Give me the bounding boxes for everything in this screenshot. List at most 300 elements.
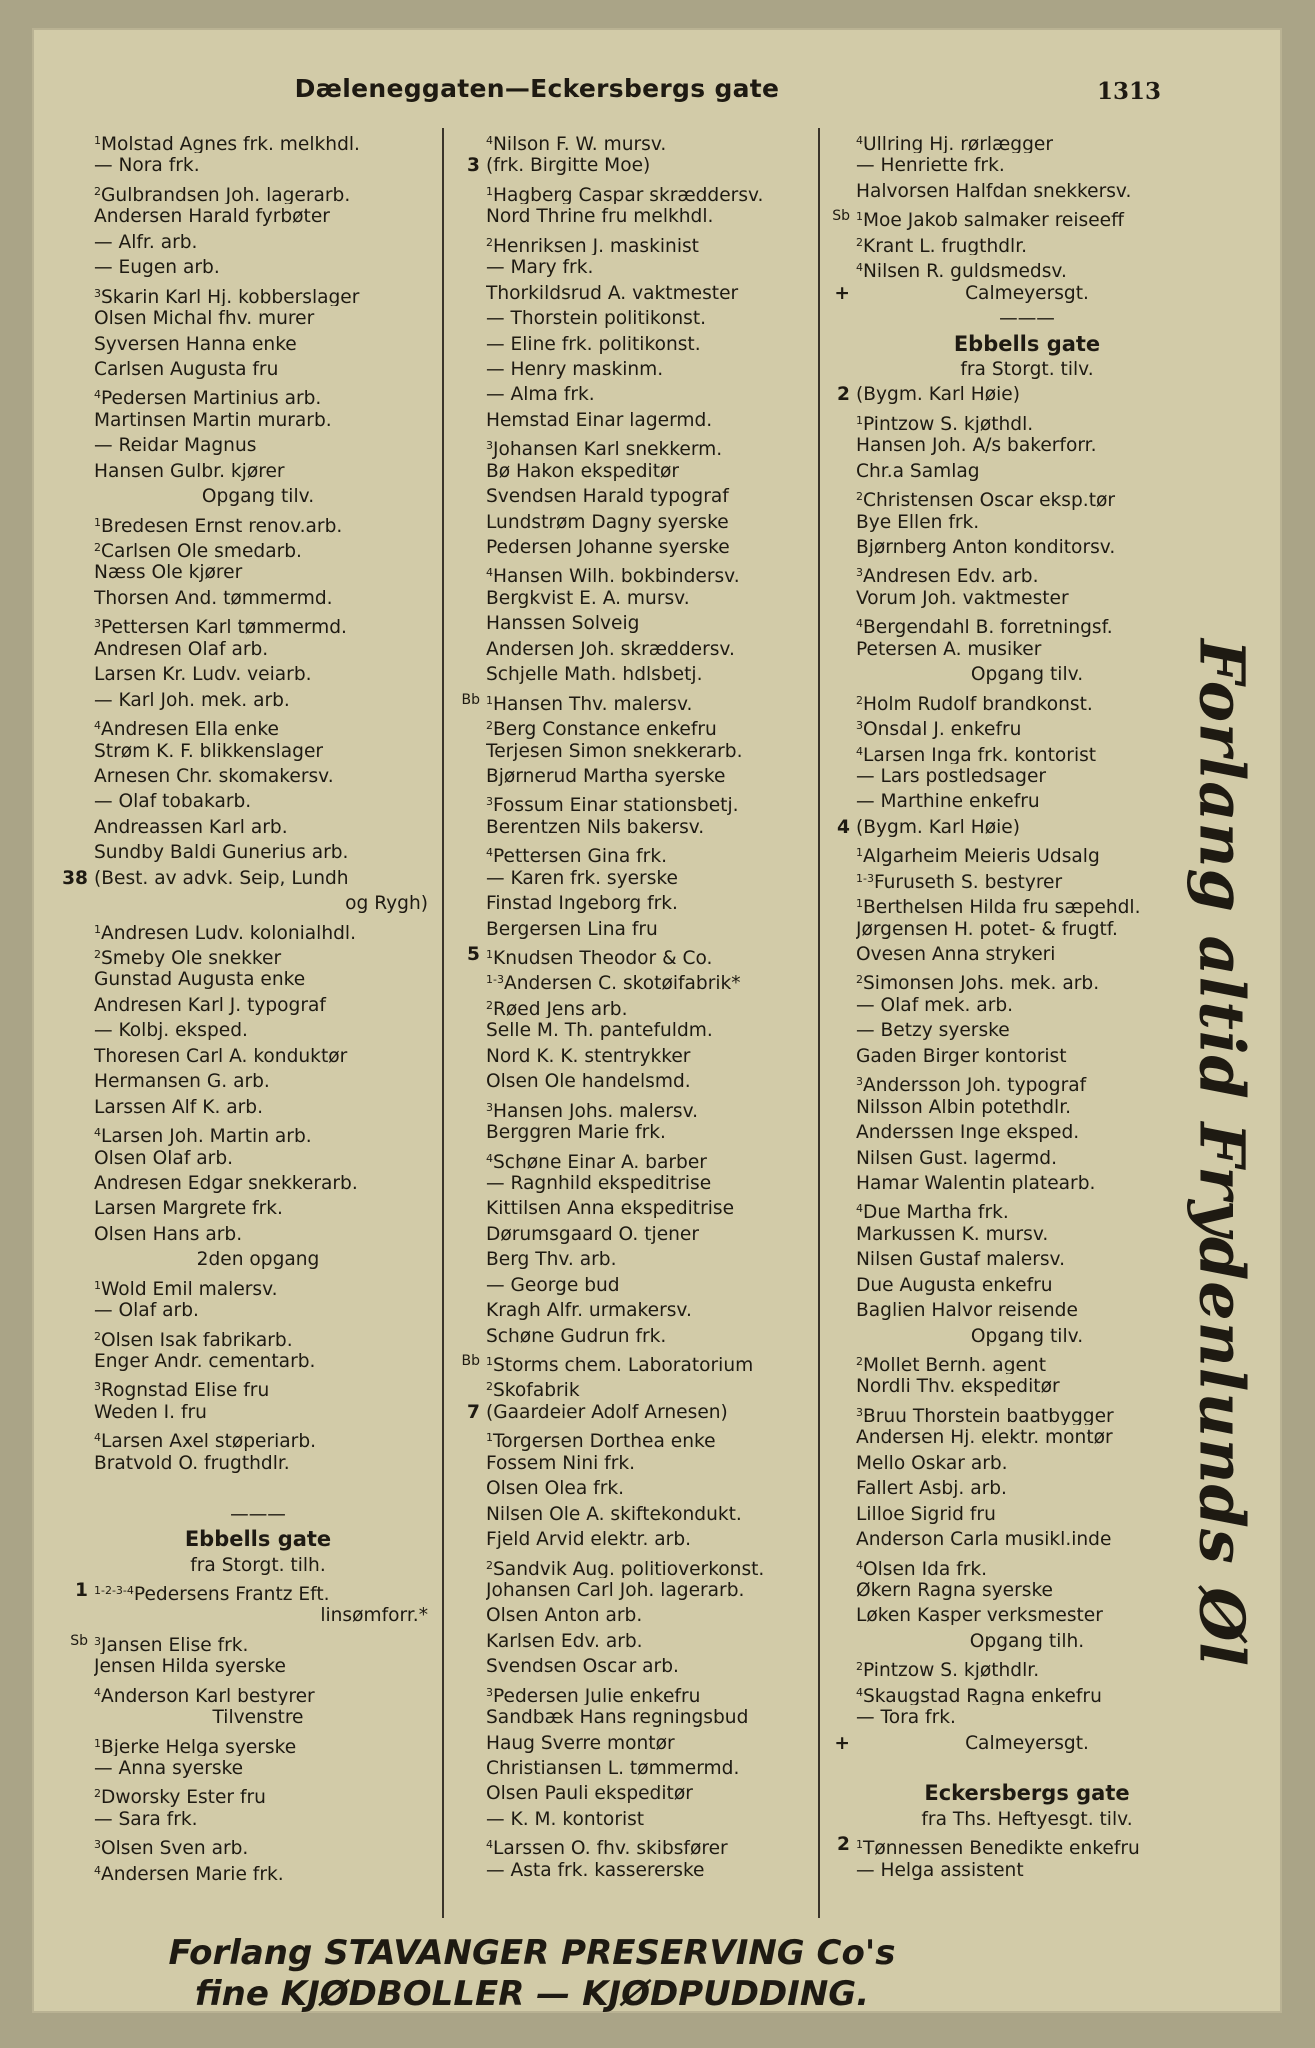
floor-number: 4: [856, 617, 863, 631]
house-number: [808, 688, 856, 713]
directory-entry: [432, 764, 830, 789]
floor-number: 3: [856, 719, 863, 733]
entry-text: fra Ths. Heftyesgt. tilv.: [921, 1808, 1133, 1830]
directory-entry: [432, 688, 830, 713]
house-number: [808, 128, 856, 153]
entry-text: Olsen Michal fhv. murer: [94, 308, 315, 330]
house-number: [432, 357, 486, 382]
directory-entry: [432, 1298, 830, 1323]
directory-entry: [432, 1451, 830, 1476]
house-number: [808, 1553, 856, 1578]
entry-text: $^2$Skofabrik: [486, 1380, 580, 1400]
house-number: [808, 1069, 856, 1094]
directory-entry: [808, 1324, 1218, 1349]
house-number: [32, 1222, 94, 1247]
floor-number: 3: [856, 1075, 863, 1089]
entry-text: — George bud: [486, 1274, 620, 1296]
floor-number: 4: [856, 261, 863, 275]
directory-entry: [432, 1222, 830, 1247]
house-number: [32, 891, 94, 916]
house-number: +: [834, 1732, 850, 1754]
entry-text: Bergkvist E. A. mursv.: [486, 587, 690, 609]
street-heading: [808, 332, 1218, 357]
entry-text: $^4$Due Martha frk.: [856, 1202, 1009, 1222]
floor-number: 2: [856, 973, 863, 987]
entry-text: Baglien Halvor reisende: [856, 1300, 1078, 1322]
entry-text: — K. M. kontorist: [486, 1808, 645, 1830]
house-number: [32, 917, 94, 942]
house-number: [432, 1196, 486, 1221]
house-number: [32, 1451, 94, 1476]
entry-text: $^4$Pedersen Martinius arb.: [94, 388, 322, 408]
entry-text: $^2$Gulbrandsen Joh. lagerarb.: [94, 184, 351, 205]
directory-entry: [432, 560, 830, 585]
entry-text: Olsen Anton arb.: [486, 1605, 643, 1627]
house-number: 4: [837, 816, 850, 838]
floor-number: 1: [486, 693, 493, 707]
directory-entry: [32, 789, 442, 814]
entry-text: Opgang tilv.: [970, 1325, 1084, 1347]
entry-text: Nilsen Gust. lagermd.: [856, 1147, 1057, 1169]
directory-entry: [32, 1654, 442, 1679]
directory-entry: [432, 357, 830, 382]
house-number: [32, 993, 94, 1018]
floor-number: 2: [94, 541, 101, 554]
entry-text: $^3$Andresen Edv. arb.: [856, 566, 1039, 586]
house-number: [808, 560, 856, 585]
directory-entry: [808, 230, 1218, 255]
directory-entry: [808, 1680, 1218, 1705]
floor-number: 1: [94, 1736, 101, 1750]
entry-text: Strøm K. F. blikkenslager: [94, 740, 324, 762]
directory-entry: [808, 535, 1218, 560]
directory-entry: [432, 739, 830, 764]
directory-entry: [432, 1629, 830, 1654]
directory-entry: [32, 1578, 442, 1603]
entry-text: $^4$Anderson Karl bestyrer: [94, 1685, 315, 1706]
entry-text: — Eline frk. politikonst.: [486, 333, 701, 355]
directory-entry: [32, 688, 442, 713]
directory-entry: [32, 1273, 442, 1298]
directory-entry: [808, 357, 1218, 382]
house-number: [32, 204, 94, 229]
floor-number: 1: [486, 1431, 493, 1445]
entry-text: — Sara frk.: [94, 1808, 198, 1830]
floor-number: 3: [486, 1100, 493, 1114]
directory-entry: [432, 1146, 830, 1171]
entry-text: Økern Ragna syerske: [856, 1579, 1053, 1601]
house-number: [432, 382, 486, 407]
house-number: Bb: [461, 1353, 480, 1369]
house-number: [32, 459, 94, 484]
entry-text: $^2$Berg Constance enkefru: [486, 719, 717, 739]
directory-entry: [432, 1374, 830, 1399]
directory-entry: [432, 255, 830, 280]
directory-entry: [432, 510, 830, 535]
house-number: [32, 1731, 94, 1756]
house-number: 5: [467, 944, 480, 965]
entry-text: Berg Thv. arb.: [486, 1249, 617, 1271]
entry-text: [94, 1476, 442, 1501]
floor-number: 4: [94, 1126, 101, 1140]
entry-text: $^1$Bredesen Ernst renov.arb.: [94, 515, 343, 535]
house-number: [808, 917, 856, 942]
house-number: [432, 1553, 486, 1578]
entry-text: Finstad Ingeborg frk.: [486, 893, 678, 915]
directory-entry: [32, 204, 442, 229]
directory-entry: [432, 586, 830, 611]
directory-entry: [808, 179, 1218, 204]
house-number: [32, 1425, 94, 1450]
directory-entry: [808, 942, 1218, 967]
house-number: [32, 1095, 94, 1120]
directory-entry: [432, 153, 830, 178]
entry-text: — Olaf arb.: [94, 1300, 199, 1322]
house-number: [32, 1273, 94, 1298]
entry-text: $^2$Pintzow S. kjøthdlr.: [856, 1660, 1040, 1680]
directory-entry: [432, 713, 830, 738]
directory-entry: [432, 1807, 830, 1832]
entry-text: Halvorsen Halfdan snekkersv.: [856, 180, 1132, 202]
directory-entry: [808, 891, 1218, 916]
entry-text: Svendsen Oscar arb.: [486, 1656, 679, 1678]
entry-text: [856, 1756, 1218, 1781]
entry-text: $^4$Andersen Marie frk.: [94, 1863, 284, 1884]
directory-entry: [32, 942, 442, 967]
directory-entry: [808, 1044, 1218, 1069]
house-number: [808, 637, 856, 662]
directory-entry: [32, 1349, 442, 1374]
floor-number: 2: [486, 719, 493, 733]
entry-text: $^2$Carlsen Ole smedarb.: [94, 541, 302, 561]
entry-text: Hansen Gulbr. kjører: [94, 460, 285, 482]
house-number: [808, 866, 856, 891]
entry-text: (frk. Birgitte Moe): [486, 155, 651, 177]
house-number: [432, 459, 486, 484]
house-number: [808, 611, 856, 636]
directory-entry: [32, 586, 442, 611]
entry-text: Fjeld Arvid elektr. arb.: [486, 1529, 692, 1551]
directory-entry: [432, 1196, 830, 1221]
directory-entry: [32, 662, 442, 687]
floor-number: 1-3: [486, 973, 504, 987]
house-number: [432, 1324, 486, 1349]
house-number: [32, 1858, 94, 1883]
house-number: [432, 637, 486, 662]
entry-text: Bjørnerud Martha syerske: [486, 765, 726, 787]
entry-text: $^4$Bergendahl B. forretningsf.: [856, 617, 1113, 637]
directory-entry: [32, 1400, 442, 1425]
directory-entry: [432, 306, 830, 331]
entry-text: — Kolbj. eksped.: [94, 1020, 248, 1042]
directory-entry: [808, 255, 1218, 280]
floor-number: 4: [486, 1151, 493, 1165]
house-number: [32, 1502, 94, 1527]
entry-text: $^3$Fossum Einar stationsbetj.: [486, 795, 739, 815]
directory-entry: [432, 1680, 830, 1705]
directory-entry: [32, 1731, 442, 1756]
entry-text: Thoresen Carl A. konduktør: [94, 1045, 348, 1067]
entry-text: $^2$Holm Rudolf brandkonst.: [856, 693, 1093, 714]
entry-text: (Gaardeier Adolf Arnesen): [486, 1401, 728, 1423]
house-number: [432, 128, 486, 153]
directory-entry: [32, 866, 442, 891]
entry-text: — Helga assistent: [856, 1859, 1024, 1881]
house-number: [32, 382, 94, 407]
entry-text: Nilsson Albin potethdlr.: [856, 1096, 1072, 1118]
entry-text: $^4$Andresen Ella enke: [94, 719, 279, 739]
entry-text: $^1$Wold Emil malersv.: [94, 1278, 278, 1299]
house-number: [32, 1324, 94, 1349]
floor-number: 3: [94, 617, 101, 631]
house-number: [432, 1756, 486, 1781]
house-number: [432, 560, 486, 585]
house-number: [432, 1069, 486, 1094]
directory-entry: [432, 1069, 830, 1094]
house-number: [432, 866, 486, 891]
house-number: Bb: [461, 691, 480, 708]
house-number: [432, 281, 486, 306]
entry-text: $^3$Pedersen Julie enkefru: [486, 1685, 701, 1706]
directory-entry: [432, 866, 830, 891]
house-number: [432, 1120, 486, 1145]
house-number: [808, 1171, 856, 1196]
entry-text: ———: [230, 1503, 286, 1525]
directory-entry: [432, 1324, 830, 1349]
directory-entry: [808, 281, 1218, 306]
house-number: [432, 1476, 486, 1501]
entry-text: $^3$Hansen Johs. malersv.: [486, 1100, 699, 1121]
entry-text: Sandbæk Hans regningsbud: [486, 1707, 749, 1729]
directory-entry: [808, 1832, 1218, 1857]
directory-entry: [32, 408, 442, 433]
directory-entry: [432, 204, 830, 229]
directory-entry: [808, 560, 1218, 585]
directory-entry: [808, 637, 1218, 662]
entry-text: — Alma frk.: [486, 384, 595, 406]
entry-text: $^1$Pintzow S. kjøthdl.: [856, 413, 1034, 434]
house-number: [808, 459, 856, 484]
directory-entry: [32, 560, 442, 585]
entry-text: $^2$Henriksen J. maskinist: [486, 235, 699, 256]
entry-text: Larssen Alf K. arb.: [94, 1096, 264, 1118]
directory-entry: [808, 1018, 1218, 1043]
page-header-title: Dæleneggaten—Eckersbergs gate: [294, 74, 780, 103]
entry-text: Thorkildsrud A. vaktmester: [486, 282, 739, 304]
floor-number: 2: [486, 1380, 493, 1394]
directory-entry: [808, 586, 1218, 611]
entry-text: Hanssen Solveig: [486, 613, 640, 635]
directory-entry: [808, 1222, 1218, 1247]
entry-text: $^2$Krant L. frugthdlr.: [856, 235, 1028, 256]
entry-text: Opgang tilv.: [201, 486, 315, 508]
floor-number: 2: [486, 1558, 493, 1572]
directory-entry: [32, 815, 442, 840]
directory-entry: [432, 1603, 830, 1628]
floor-number: 3: [486, 439, 493, 453]
floor-number: 3: [94, 1634, 101, 1648]
entry-text: $^3$Onsdal J. enkefru: [856, 719, 1022, 739]
entry-text: $^4$Skaugstad Ragna enkefru: [856, 1685, 1102, 1706]
directory-entry: [32, 1680, 442, 1705]
entry-text: Andresen Edgar snekkerarb.: [94, 1172, 358, 1194]
directory-entry: [32, 611, 442, 636]
directory-entry: [432, 459, 830, 484]
directory-entry: [808, 967, 1218, 992]
entry-text: $^2$Røed Jens arb.: [486, 998, 628, 1019]
directory-entry: [432, 967, 830, 992]
directory-entry: [32, 1374, 442, 1399]
directory-entry: [808, 1553, 1218, 1578]
entry-text: — Thorstein politikonst.: [486, 308, 707, 330]
floor-number: 1: [856, 1838, 863, 1852]
floor-number: 1: [856, 897, 863, 911]
house-number: [432, 1222, 486, 1247]
house-number: 38: [62, 867, 88, 889]
entry-text: $^4$Olsen Ida frk.: [856, 1558, 988, 1578]
house-number: [432, 1858, 486, 1883]
directory-entry: [32, 1476, 442, 1501]
house-number: [32, 764, 94, 789]
floor-number: 1: [486, 1355, 493, 1368]
house-number: [432, 535, 486, 560]
entry-text: Ebbells gate: [953, 331, 1101, 356]
entry-text: Bratvold O. frugthdlr.: [94, 1452, 290, 1474]
directory-entry: [32, 967, 442, 992]
entry-text: Svendsen Harald typograf: [486, 486, 729, 508]
floor-number: 4: [486, 134, 493, 147]
directory-entry: [808, 815, 1218, 840]
floor-number: 2: [856, 490, 863, 504]
house-number: [808, 764, 856, 789]
directory-entry: [32, 459, 442, 484]
house-number: [808, 662, 856, 687]
entry-text: $^3$Rognstad Elise fru: [94, 1380, 270, 1400]
directory-entry: [32, 1603, 442, 1628]
floor-number: 4: [856, 1202, 863, 1216]
house-number: [808, 1095, 856, 1120]
directory-entry: [808, 1502, 1218, 1527]
house-number: [32, 1374, 94, 1399]
entry-text: $^4$Nilsen R. guldsmedsv.: [856, 261, 1067, 281]
house-number: [32, 1654, 94, 1679]
house-number: 2: [837, 1834, 850, 1856]
floor-number: 1: [94, 134, 101, 147]
entry-text: Opgang tilh.: [969, 1630, 1085, 1652]
house-number: [808, 153, 856, 178]
floor-number: 4: [856, 134, 863, 147]
entry-text: Dørumsgaard O. tjener: [486, 1223, 700, 1245]
entry-text: — Eugen arb.: [94, 257, 220, 279]
entry-text: Hermansen G. arb.: [94, 1071, 270, 1093]
entry-text: Lilloe Sigrid fru: [856, 1503, 996, 1525]
house-number: 7: [467, 1401, 480, 1423]
house-number: [432, 1705, 486, 1730]
floor-number: 4: [94, 1431, 101, 1445]
directory-entry: [32, 332, 442, 357]
directory-entry: [808, 1578, 1218, 1603]
side-advertisement-text: Forlang altid Frydenlunds Øl: [1185, 639, 1259, 1667]
entry-text: $^3$Bruu Thorstein baatbygger: [856, 1405, 1114, 1426]
entry-text: Arnesen Chr. skomakersv.: [94, 765, 334, 787]
house-number: [32, 1832, 94, 1857]
directory-entry: [808, 1298, 1218, 1323]
house-number: [808, 1807, 856, 1832]
house-number: [32, 535, 94, 560]
directory-entry: [808, 917, 1218, 942]
directory-entry: [32, 128, 442, 153]
house-number: [432, 586, 486, 611]
directory-entry: [808, 1120, 1218, 1145]
entry-text: $^2$Dworsky Ester fru: [94, 1787, 266, 1807]
entry-text: 2den opgang: [196, 1249, 320, 1271]
house-number: [432, 332, 486, 357]
directory-entry: [432, 230, 830, 255]
entry-text: $^4$Larsen Axel støperiarb.: [94, 1431, 317, 1451]
entry-text: Pedersen Johanne syerske: [486, 537, 730, 558]
house-number: [432, 815, 486, 840]
house-number: [32, 1756, 94, 1781]
house-number: [808, 1146, 856, 1171]
entry-text: — Nora frk.: [94, 155, 200, 177]
directory-entry: [808, 1374, 1218, 1399]
house-number: [32, 357, 94, 382]
directory-entry: [432, 1731, 830, 1756]
house-number: [808, 1374, 856, 1399]
house-number: [32, 1298, 94, 1323]
directory-entry: [808, 1196, 1218, 1221]
directory-entry: [432, 662, 830, 687]
house-number: [432, 1527, 486, 1552]
house-number: [808, 1196, 856, 1221]
entry-text: $^4$Hansen Wilh. bokbindersv.: [486, 566, 740, 586]
house-number: [32, 840, 94, 865]
entry-text: — Karl Joh. mek. arb.: [94, 689, 290, 711]
directory-column-2: [432, 128, 830, 1928]
house-number: [32, 688, 94, 713]
house-number: [432, 840, 486, 865]
directory-entry: [808, 688, 1218, 713]
house-number: [32, 1018, 94, 1043]
entry-text: Schøne Gudrun frk.: [486, 1325, 667, 1347]
directory-entry: [808, 1476, 1218, 1501]
house-number: [432, 1578, 486, 1603]
entry-text: Mello Oskar arb.: [856, 1452, 1008, 1474]
directory-entry: [432, 535, 830, 560]
entry-text: Thorsen And. tømmermd.: [94, 587, 333, 609]
floor-number: 4: [94, 1685, 101, 1699]
entry-text: Anderssen Inge eksped.: [856, 1122, 1080, 1144]
house-number: [808, 1858, 856, 1883]
house-number: [432, 1171, 486, 1196]
house-number: [432, 739, 486, 764]
directory-entry: [808, 459, 1218, 484]
directory-entry: [808, 1425, 1218, 1450]
house-number: [808, 1451, 856, 1476]
house-number: [432, 1502, 486, 1527]
directory-entry: [808, 382, 1218, 407]
directory-entry: [808, 1705, 1218, 1730]
directory-entry: [32, 739, 442, 764]
directory-entry: [32, 1095, 442, 1120]
entry-text: og Rygh): [345, 893, 428, 915]
house-number: [432, 179, 486, 204]
directory-entry: [32, 637, 442, 662]
entry-text: Enger Andr. cementarb.: [94, 1351, 316, 1372]
directory-entry: [432, 891, 830, 916]
directory-entry: [432, 1553, 830, 1578]
entry-text: Nord Thrine fru melkhdl.: [486, 206, 714, 228]
